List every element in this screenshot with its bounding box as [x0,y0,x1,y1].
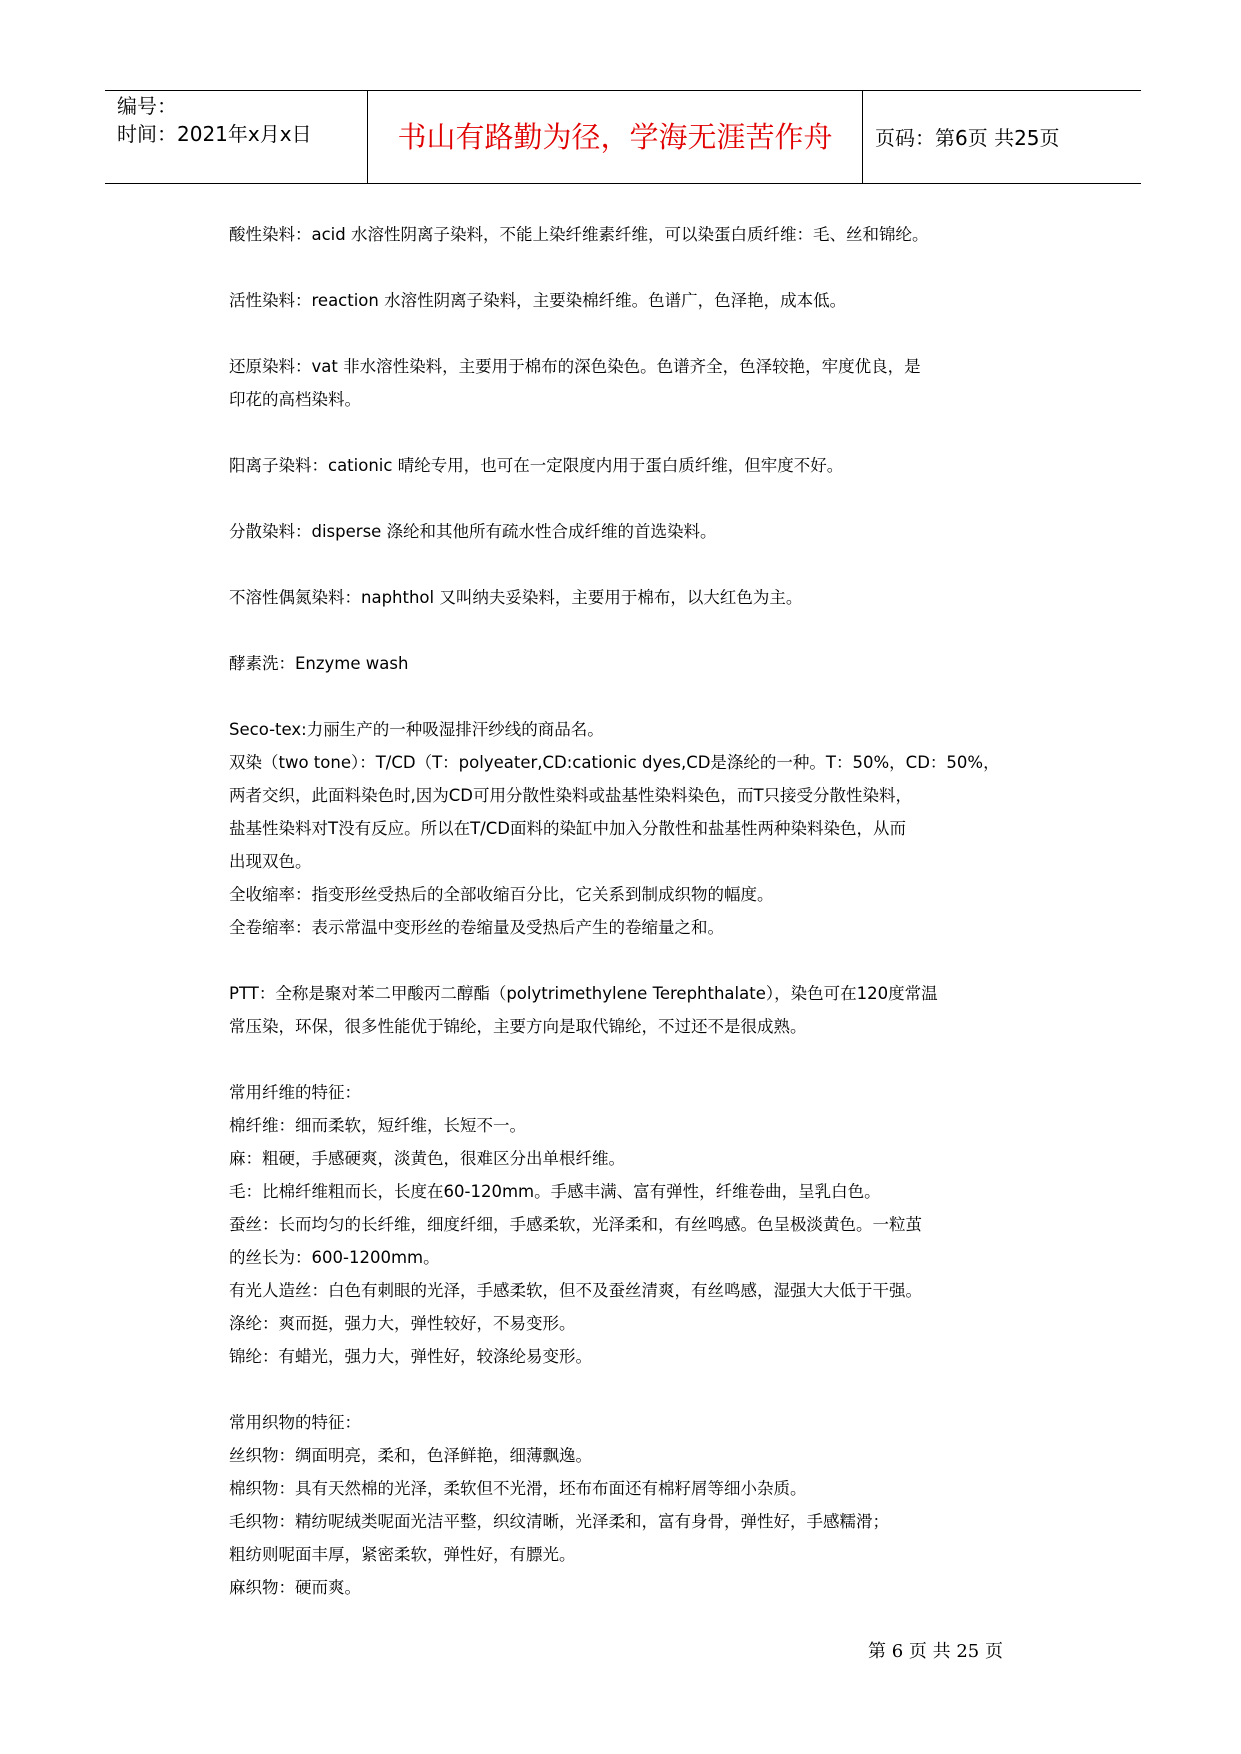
paragraph-gap [229,614,1029,647]
paragraph: 盐基性染料对T没有反应。所以在T/CD面料的染缸中加入分散性和盐基性两种染料染色，从而 [229,819,906,838]
paragraph: 印花的高档染料。 [229,390,361,409]
paragraph: 酵素洗：Enzyme wash [229,654,409,673]
paragraph-gap [229,1043,1029,1076]
paragraph-gap [229,482,1029,515]
paragraph: 锦纶：有蜡光，强力大，弹性好，较涤纶易变形。 [229,1347,592,1366]
paragraph: 丝织物：绸面明亮，柔和，色泽鲜艳，细薄飘逸。 [229,1446,592,1465]
page-code: 页码：第6页 共25页 [875,126,1060,150]
paragraph-gap [229,1373,1029,1406]
number-label: 编号： [117,94,177,118]
section-heading: 常用织物的特征： [229,1413,361,1432]
paragraph: 酸性染料：acid 水溶性阴离子染料，不能上染纤维素纤维，可以染蛋白质纤维：毛、丝和锦纶。 [229,225,929,244]
paragraph: 活性染料：reaction 水溶性阴离子染料，主要染棉纤维。色谱广，色泽艳，成本低。 [229,291,847,310]
paragraph: 有光人造丝：白色有刺眼的光泽，手感柔软，但不及蚕丝清爽，有丝鸣感，湿强大大低于干强。 [229,1281,922,1300]
header-left-cell [105,91,368,183]
document-body [229,218,1029,1604]
paragraph: 的丝长为：600-1200mm。 [229,1248,440,1267]
header-motto-cell [368,91,863,183]
paragraph: 涤纶：爽而挺，强力大，弹性较好，不易变形。 [229,1314,576,1333]
motto: 书山有路勤为径，学海无涯苦作舟 [397,120,833,154]
paragraph: 棉纤维：细而柔软，短纤维，长短不一。 [229,1116,526,1135]
paragraph: 双染（two tone）：T/CD（T：polyeater,CD:cationic dyes,CD是涤纶的一种。T：50%，CD：50%， [229,753,1000,772]
paragraph: 出现双色。 [229,852,312,871]
header-right-cell [863,91,1141,183]
paragraph-gap [229,944,1029,977]
paragraph: PTT：全称是聚对苯二甲酸丙二醇酯（polytrimethylene Terephthalate），染色可在120度常温 [229,984,938,1003]
paragraph: 还原染料：vat 非水溶性染料，主要用于棉布的深色染色。色谱齐全，色泽较艳，牢度优良，是 [229,357,921,376]
paragraph: 毛织物：精纺呢绒类呢面光洁平整，织纹清晰，光泽柔和，富有身骨，弹性好，手感糯滑； [229,1512,889,1531]
paragraph: 不溶性偶氮染料：naphthol 又叫纳夫妥染料，主要用于棉布，以大红色为主。 [229,588,803,607]
paragraph: 阳离子染料：cationic 晴纶专用，也可在一定限度内用于蛋白质纤维，但牢度不好。 [229,456,844,475]
paragraph-gap [229,548,1029,581]
page-footer: 第 6 页 共 25 页 [868,1641,1003,1662]
paragraph: 麻：粗硬，手感硬爽，淡黄色，很难区分出单根纤维。 [229,1149,625,1168]
paragraph-gap [229,317,1029,350]
paragraph: 毛：比棉纤维粗而长，长度在60-120mm。手感丰满、富有弹性，纤维卷曲，呈乳白色。 [229,1182,881,1201]
paragraph-gap [229,416,1029,449]
page-header [105,90,1141,184]
paragraph: 常压染，环保，很多性能优于锦纶，主要方向是取代锦纶，不过还不是很成熟。 [229,1017,807,1036]
section-heading: 常用纤维的特征： [229,1083,361,1102]
paragraph: 粗纺则呢面丰厚，紧密柔软，弹性好，有膘光。 [229,1545,576,1564]
paragraph: 麻织物：硬而爽。 [229,1578,361,1597]
paragraph: Seco-tex:力丽生产的一种吸湿排汗纱线的商品名。 [229,720,604,739]
paragraph: 分散染料：disperse 涤纶和其他所有疏水性合成纤维的首选染料。 [229,522,717,541]
time-label: 时间：2021年x月x日 [117,122,312,146]
paragraph-gap [229,251,1029,284]
paragraph: 全收缩率：指变形丝受热后的全部收缩百分比，它关系到制成织物的幅度。 [229,885,774,904]
paragraph: 全卷缩率：表示常温中变形丝的卷缩量及受热后产生的卷缩量之和。 [229,918,724,937]
paragraph-gap [229,680,1029,713]
paragraph: 蚕丝：长而均匀的长纤维，细度纤细，手感柔软，光泽柔和，有丝鸣感。色呈极淡黄色。一粒茧 [229,1215,922,1234]
paragraph: 两者交织，此面料染色时,因为CD可用分散性染料或盐基性染料染色，而T只接受分散性染料， [229,786,913,805]
paragraph: 棉织物：具有天然棉的光泽，柔软但不光滑，坯布布面还有棉籽屑等细小杂质。 [229,1479,807,1498]
